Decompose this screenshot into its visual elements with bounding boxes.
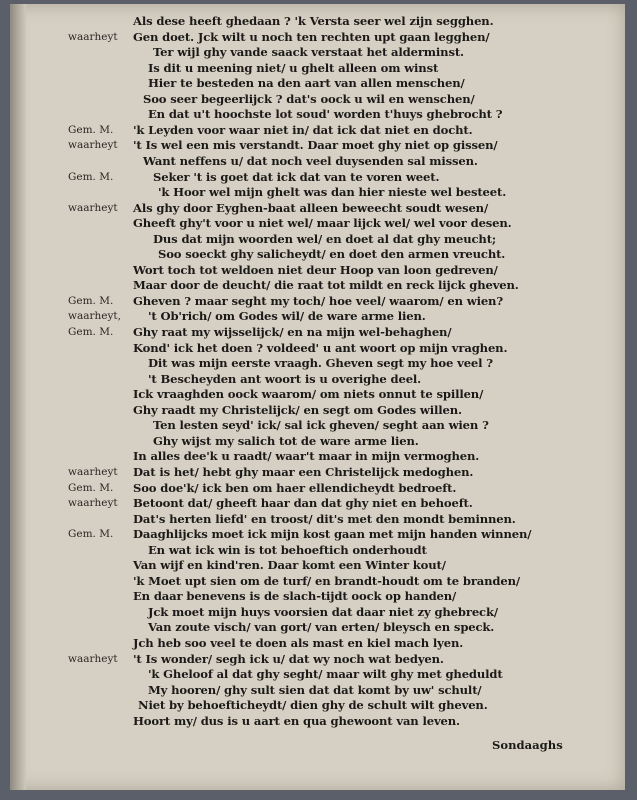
- verse-line: Van wijf en kind'ren. Daar komt een Winter kout/: [133, 558, 446, 573]
- verse-line: Wort toch tot weldoen niet deur Hoop van loon gedreven/: [133, 262, 498, 277]
- verse-line: En dat u't hoochste lot soud' worden t'huys ghebrocht ?: [148, 107, 503, 122]
- verse-line: Hier te besteden na den aart van allen menschen/: [148, 76, 465, 91]
- verse-line: Maar door de deucht/ die raat tot mildt en reck lijck gheven.: [133, 278, 519, 293]
- verse-line: Seker 't is goet dat ick dat van te voren weet.: [153, 169, 440, 184]
- verse-line: Soo doe'k/ ick ben om haer ellendicheydt bedroeft.: [133, 480, 457, 495]
- verse-line: Niet by behoefticheydt/ dien ghy de schult wilt gheven.: [138, 698, 488, 713]
- speaker-label: Gem. M.: [68, 481, 114, 494]
- speaker-label: waarheyt: [68, 201, 118, 214]
- verse-line: Soo soeckt ghy salicheydt/ en doet den armen vreucht.: [158, 247, 506, 262]
- verse-line: Als ghy door Eyghen-baat alleen beweecht soudt wesen/: [133, 200, 489, 215]
- verse-line: 'k Hoor wel mijn ghelt was dan hier nieste wel besteet.: [158, 185, 507, 200]
- verse-line: Ter wijl ghy vande saack verstaat het alderminst.: [153, 45, 464, 60]
- verse-line: Dit was mijn eerste vraagh. Gheven segt my hoe veel ?: [148, 356, 493, 371]
- verse-line: Gen doet. Jck wilt u noch ten rechten upt gaan legghen/: [133, 29, 490, 44]
- speaker-label: waarheyt: [68, 652, 118, 665]
- page-spine-shadow: [10, 4, 26, 790]
- speaker-label: Gem. M.: [68, 294, 114, 307]
- speaker-label: waarheyt,: [68, 310, 121, 323]
- verse-line: Betoont dat/ gheeft haar dan dat ghy niet en behoeft.: [133, 496, 473, 511]
- speaker-label: Gem. M.: [68, 170, 114, 183]
- verse-line: 't Bescheyden ant woort is u overighe deel.: [148, 371, 422, 386]
- verse-line: Als dese heeft ghedaan ? 'k Versta seer wel zijn segghen.: [133, 14, 494, 28]
- verse-line: 'k Leyden voor waar niet in/ dat ick dat niet en docht.: [133, 122, 473, 137]
- verse-line: In alles dee'k u raadt/ waar't maar in mijn vermoghen.: [133, 449, 480, 464]
- verse-line: Hoort my/ dus is u aart en qua ghewoont van leven.: [133, 713, 460, 728]
- verse-line: Jch heb soo veel te doen als mast en kiel mach lyen.: [133, 636, 464, 650]
- verse-line: 't Ob'rich/ om Godes wil/ de ware arme lien.: [148, 309, 426, 324]
- catchword: Sondaaghs: [492, 738, 563, 752]
- verse-line: Daaghlijcks moet ick mijn kost gaan met mijn handen winnen/: [133, 527, 532, 542]
- verse-line: 'k Gheloof al dat ghy seght/ maar wilt ghy met gheduldt: [148, 667, 503, 682]
- verse-line: Gheven ? maar seght my toch/ hoe veel/ waarom/ en wien?: [133, 293, 503, 308]
- speaker-label: Gem. M.: [68, 123, 114, 136]
- verse-line: Dat's herten liefd' en troost/ dit's met den mondt beminnen.: [133, 511, 516, 526]
- verse-line: Ghy wijst my salich tot de ware arme lien.: [153, 433, 419, 448]
- verse-line: 'k Moet upt sien om de turf/ en brandt-houdt om te branden/: [133, 573, 520, 588]
- verse-line: My hooren/ ghy sult sien dat dat komt by uw' schult/: [148, 682, 482, 697]
- verse-line: Ten lesten seyd' ick/ sal ick gheven/ seght aan wien ?: [153, 418, 489, 433]
- verse-line: En daar benevens is de slach-tijdt oock op handen/: [133, 589, 457, 604]
- verse-line: Kond' ick het doen ? voldeed' u ant woort op mijn vraghen.: [133, 340, 508, 355]
- speaker-label: waarheyt: [68, 30, 118, 43]
- speaker-label: Gem. M.: [68, 326, 114, 338]
- verse-line: Want neffens u/ dat noch veel duysenden sal missen.: [143, 153, 478, 168]
- verse-line: Dat is het/ hebt ghy maar een Christelijck medoghen.: [133, 464, 474, 479]
- verse-line: En wat ick win is tot behoeftich onderhoudt: [148, 542, 427, 557]
- verse-line: Ick vraaghden oock waarom/ om niets onnut te spillen/: [133, 387, 484, 402]
- verse-line: Is dit u meening niet/ u ghelt alleen om winst: [148, 60, 439, 75]
- speaker-label: Gem. M.: [68, 528, 114, 541]
- verse-line: Gheeft ghy't voor u niet wel/ maar lijck wel/ wel voor desen.: [133, 216, 512, 231]
- speaker-label: waarheyt: [68, 139, 118, 152]
- book-page: [10, 4, 625, 790]
- verse-line: Soo seer begeerlijck ? dat's oock u wil en wenschen/: [143, 91, 475, 106]
- verse-line: Jck moet mijn huys voorsien dat daar niet zy ghebreck/: [148, 604, 498, 619]
- verse-line: Ghy raat my wijsselijck/ en na mijn wel-behaghen/: [133, 325, 452, 339]
- verse-line: Van zoute visch/ van gort/ van erten/ bleysch en speck.: [148, 620, 495, 635]
- verse-line: 't Is wel een mis verstandt. Daar moet ghy niet op gissen/: [133, 138, 498, 153]
- speaker-label: waarheyt: [68, 465, 118, 478]
- verse-line: Ghy raadt my Christelijck/ en segt om Godes willen.: [133, 402, 462, 417]
- verse-line: Dus dat mijn woorden wel/ en doet al dat ghy meucht;: [153, 231, 497, 246]
- speaker-label: waarheyt: [68, 497, 118, 510]
- verse-line: 't Is wonder/ segh ick u/ dat wy noch wat bedyen.: [133, 651, 444, 666]
